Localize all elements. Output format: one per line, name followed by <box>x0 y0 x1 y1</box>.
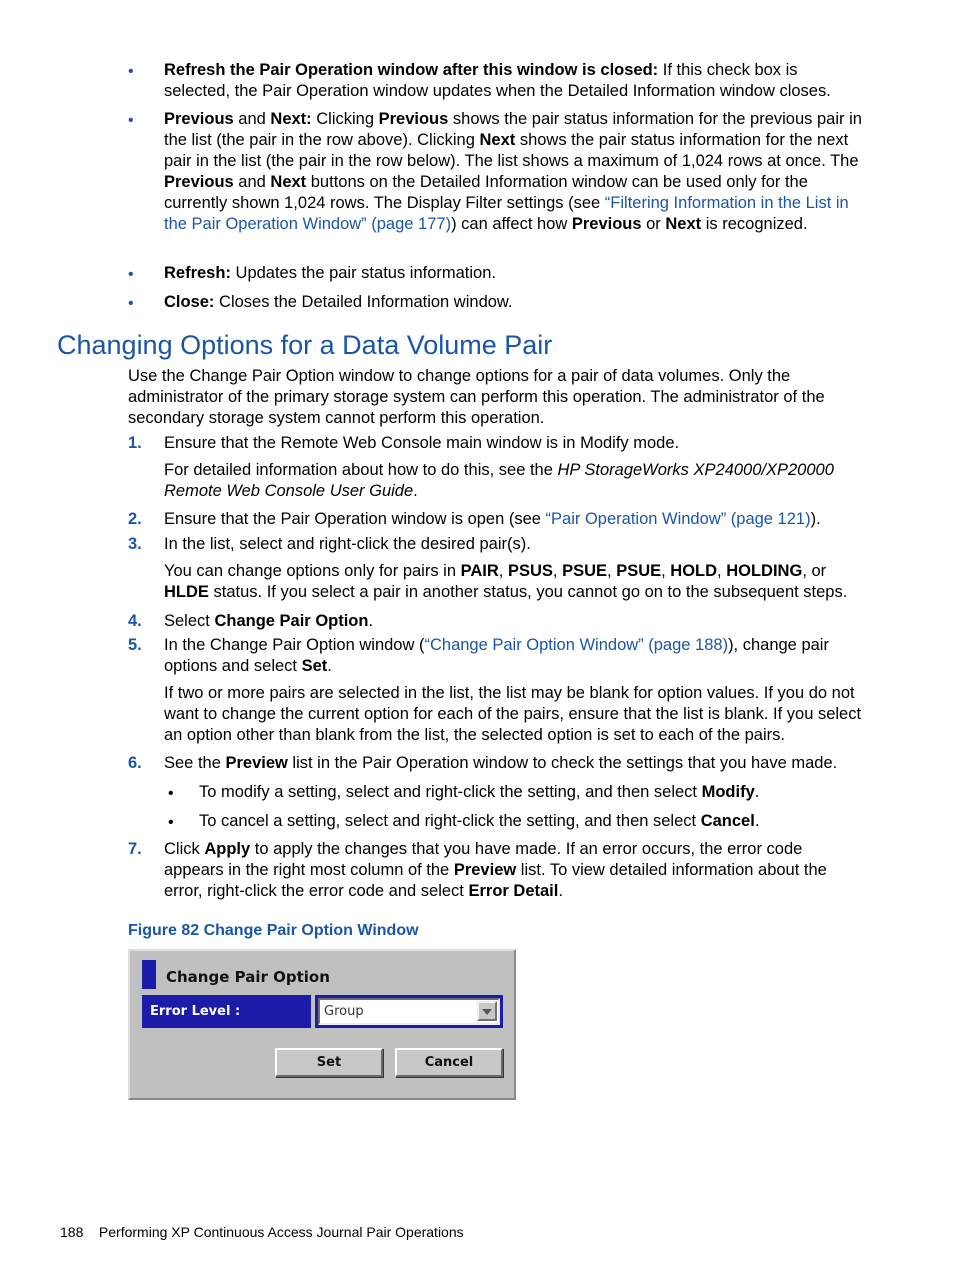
step-6-modify: To modify a setting, select and right-click the setting, and then select Modify. <box>199 783 760 801</box>
select-value: Group <box>324 1004 364 1019</box>
step-number: 1. <box>128 434 142 452</box>
step-number: 7. <box>128 840 142 858</box>
bullet-marker: • <box>128 295 134 312</box>
error-level-select[interactable] <box>318 998 500 1025</box>
bullet-marker: • <box>168 785 174 802</box>
step-1-detail: For detailed information about how to do this, see the HP StorageWorks XP24000/XP20000 Remote Web Console User Guide. <box>164 461 834 500</box>
step-number: 2. <box>128 510 142 528</box>
bullet-marker: • <box>128 112 134 129</box>
link-pair-operation-window[interactable]: “Pair Operation Window” (page 121) <box>545 510 811 528</box>
bullet-previous-next: Previous and Next: Clicking Previous shows the pair status information for the previous pair in the list (the pair in the row above). Clicking Next shows the pair status information for the next pair in the list (the pair in the row below). The list shows a maximum of 1,024 rows at once. The Previous and Next buttons on the Detailed Information window can be used only for the currently shown 1,024 rows. The Display Filter settings (see “Filtering Information in the List in the Pair Operation Window” (page 177)) can affect how Previous or Next is recognized. <box>164 110 862 233</box>
bullet-marker: • <box>128 63 134 80</box>
step-number: 3. <box>128 535 142 553</box>
step-number: 5. <box>128 636 142 654</box>
error-level-select-focus <box>315 995 503 1028</box>
step-2: Ensure that the Pair Operation window is open (see “Pair Operation Window” (page 121)). <box>164 510 821 528</box>
set-button[interactable]: Set <box>275 1048 383 1077</box>
bullet-refresh-option: Refresh the Pair Operation window after this window is closed: If this check box is selected, the Pair Operation window updates when the Detailed Information window closes. <box>164 61 831 100</box>
bullet-marker: • <box>128 266 134 283</box>
step-5-detail: If two or more pairs are selected in the list, the list may be blank for option values. If you do not want to change the current option for each of the pairs, ensure that the list is blank. If you select an option other than blank from the list, the selected option is set to each of the pairs. <box>164 684 862 744</box>
title-marker <box>142 960 156 989</box>
bullet-close: Close: Closes the Detailed Information window. <box>164 293 513 311</box>
intro-paragraph: Use the Change Pair Option window to change options for a pair of data volumes. Only the administrator of the primary storage system can perform this operation. The administrator of the secondary storage system cannot perform this operation. <box>128 367 825 427</box>
cancel-button[interactable]: Cancel <box>395 1048 503 1077</box>
link-filtering-info[interactable]: “Filtering Information in the List in the Pair Operation Window” (page 177) <box>164 194 849 233</box>
bullet-refresh: Refresh: Updates the pair status information. <box>164 264 496 282</box>
step-6-cancel: To cancel a setting, select and right-click the setting, and then select Cancel. <box>199 812 760 830</box>
link-change-pair-option-window[interactable]: “Change Pair Option Window” (page 188) <box>424 636 729 654</box>
chevron-down-icon[interactable] <box>477 1001 497 1021</box>
page-footer: 188 Performing XP Continuous Access Journal Pair Operations <box>60 1224 464 1240</box>
step-number: 4. <box>128 612 142 630</box>
step-3: In the list, select and right-click the desired pair(s). <box>164 535 531 553</box>
step-number: 6. <box>128 754 142 772</box>
dialog-title: Change Pair Option <box>166 968 330 986</box>
figure-caption: Figure 82 Change Pair Option Window <box>128 922 419 939</box>
step-5: In the Change Pair Option window (“Change Pair Option Window” (page 188)), change pair options and select Set. <box>164 636 829 675</box>
change-pair-option-dialog <box>128 949 516 1100</box>
step-3-detail: You can change options only for pairs in PAIR, PSUS, PSUE, PSUE, HOLD, HOLDING, or HLDE status. If you select a pair in another status, you cannot go on to the subsequent steps. <box>164 562 848 601</box>
error-level-label: Error Level : <box>142 995 311 1028</box>
section-heading: Changing Options for a Data Volume Pair <box>57 330 553 360</box>
bullet-marker: • <box>168 814 174 831</box>
step-4: Select Change Pair Option. <box>164 612 374 630</box>
step-7: Click Apply to apply the changes that you have made. If an error occurs, the error code appears in the right most column of the Preview list. To view detailed information about the error, right-click the error code and select Error Detail. <box>164 840 827 900</box>
step-6: See the Preview list in the Pair Operation window to check the settings that you have made. <box>164 754 838 772</box>
step-1: Ensure that the Remote Web Console main window is in Modify mode. <box>164 434 680 452</box>
